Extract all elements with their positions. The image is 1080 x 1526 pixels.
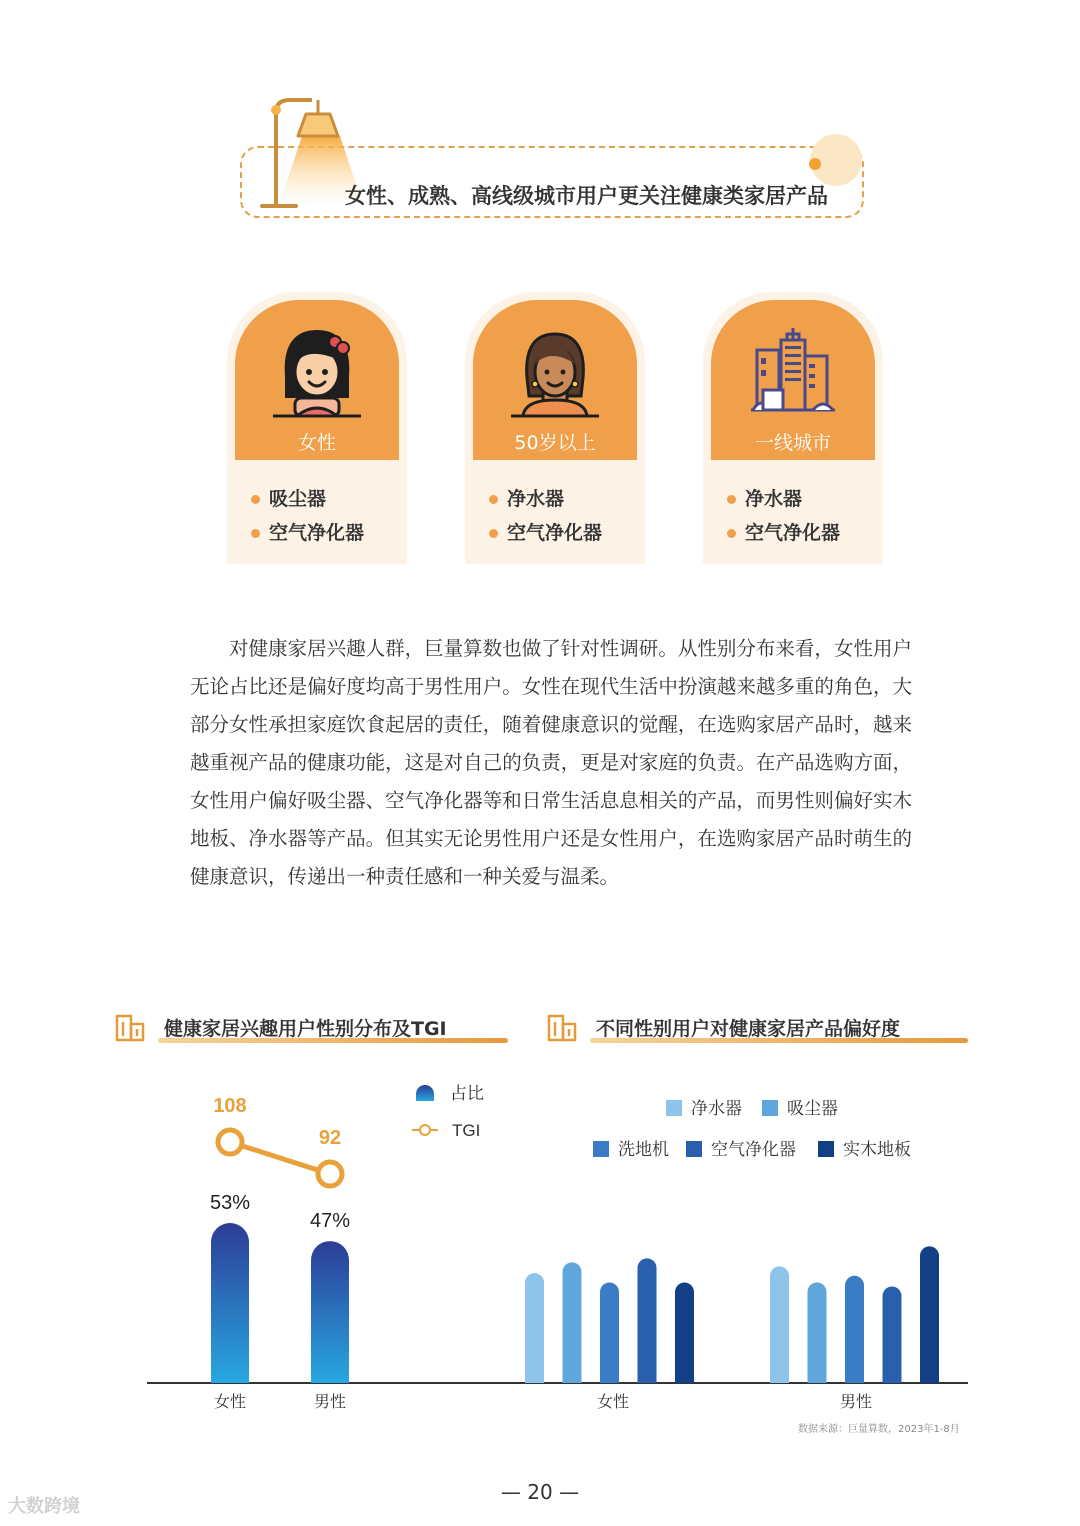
legend-swatch (762, 1100, 778, 1116)
legend-tgi-marker (420, 1125, 430, 1135)
x-tick-label: 男性 (313, 1394, 347, 1411)
product-preference-chart (525, 1099, 939, 1411)
share-bar (211, 1223, 249, 1383)
preference-bar (920, 1246, 939, 1383)
preference-bar (638, 1258, 657, 1383)
preference-bar (563, 1262, 582, 1383)
share-label: 47% (309, 1210, 351, 1233)
preference-bar (525, 1273, 544, 1383)
list-item: 空气净化器 (725, 516, 840, 550)
legend-swatch (666, 1100, 682, 1116)
preference-bar (600, 1283, 619, 1384)
share-label: 53% (209, 1192, 251, 1214)
list-item: 吸尘器 (249, 482, 364, 516)
legend-share-swatch (416, 1085, 434, 1101)
body-paragraph: 对健康家居兴趣人群，巨量算数也做了针对性调研。从性别分布来看，女性用户无论占比还是偏好度均高于男性用户。女性在现代生活中扮演越来越多重的角色，大部分女性承担家庭饮食起居的责任，随着健康意识的觉醒，在选购家居产品时，越来越重视产品的健康功能，这是对自己的负责，更是对家庭的负责。在产品选购方面，女性用户偏好吸尘器、空气净化器等和日常生活息息相关的产品，而男性则偏好实木地板、净水器等产品。但其实无论男性用户还是女性用户，在选购家居产品时萌生的健康意识，传递出一种责任感和一种关爱与温柔。 (190, 637, 912, 888)
chart1-title-text: 健康家居兴趣用户性别分布及TGI (164, 1018, 447, 1040)
tgi-label: 92 (318, 1127, 342, 1149)
card-label: 一线城市 (754, 432, 831, 454)
preference-bar (675, 1283, 694, 1384)
data-source: 数据来源：巨量算数，2023年1-8月 (798, 1424, 960, 1435)
watermark: 大数跨境 (8, 1496, 80, 1517)
list-item: 空气净化器 (487, 516, 602, 550)
legend-label: 洗地机 (618, 1140, 669, 1159)
x-tick-label: 男性 (839, 1394, 873, 1411)
tgi-line (230, 1142, 330, 1174)
banner-title: 女性、成熟、高线级城市用户更关注健康类家居产品 (345, 184, 828, 208)
x-tick-label: 女性 (596, 1394, 630, 1411)
list-item: 净水器 (487, 482, 602, 516)
list-item: 净水器 (725, 482, 840, 516)
legend-label: 净水器 (691, 1099, 742, 1118)
legend-share-label: 占比 (450, 1084, 484, 1103)
preference-bar (883, 1287, 902, 1383)
preference-bar (845, 1276, 864, 1383)
legend-label: 实木地板 (843, 1140, 911, 1159)
legend-swatch (686, 1141, 702, 1157)
gender-distribution-chart (210, 1084, 484, 1411)
page-number: — 20 — (500, 1480, 580, 1504)
tgi-label: 108 (213, 1095, 247, 1117)
legend-label: 空气净化器 (711, 1140, 796, 1159)
legend-swatch (818, 1141, 834, 1157)
card-label: 女性 (297, 432, 336, 454)
share-bar (311, 1241, 349, 1383)
x-tick-label: 女性 (213, 1394, 247, 1411)
tgi-point (318, 1162, 342, 1186)
tgi-point (218, 1130, 242, 1154)
legend-label: 吸尘器 (787, 1099, 838, 1118)
legend-tgi-label: TGI (452, 1121, 481, 1140)
preference-bar (808, 1283, 827, 1384)
list-item: 空气净化器 (249, 516, 364, 550)
chart2-title-text: 不同性别用户对健康家居产品偏好度 (596, 1018, 901, 1040)
card-label: 50岁以上 (514, 432, 596, 454)
legend-swatch (593, 1141, 609, 1157)
preference-bar (770, 1266, 789, 1383)
